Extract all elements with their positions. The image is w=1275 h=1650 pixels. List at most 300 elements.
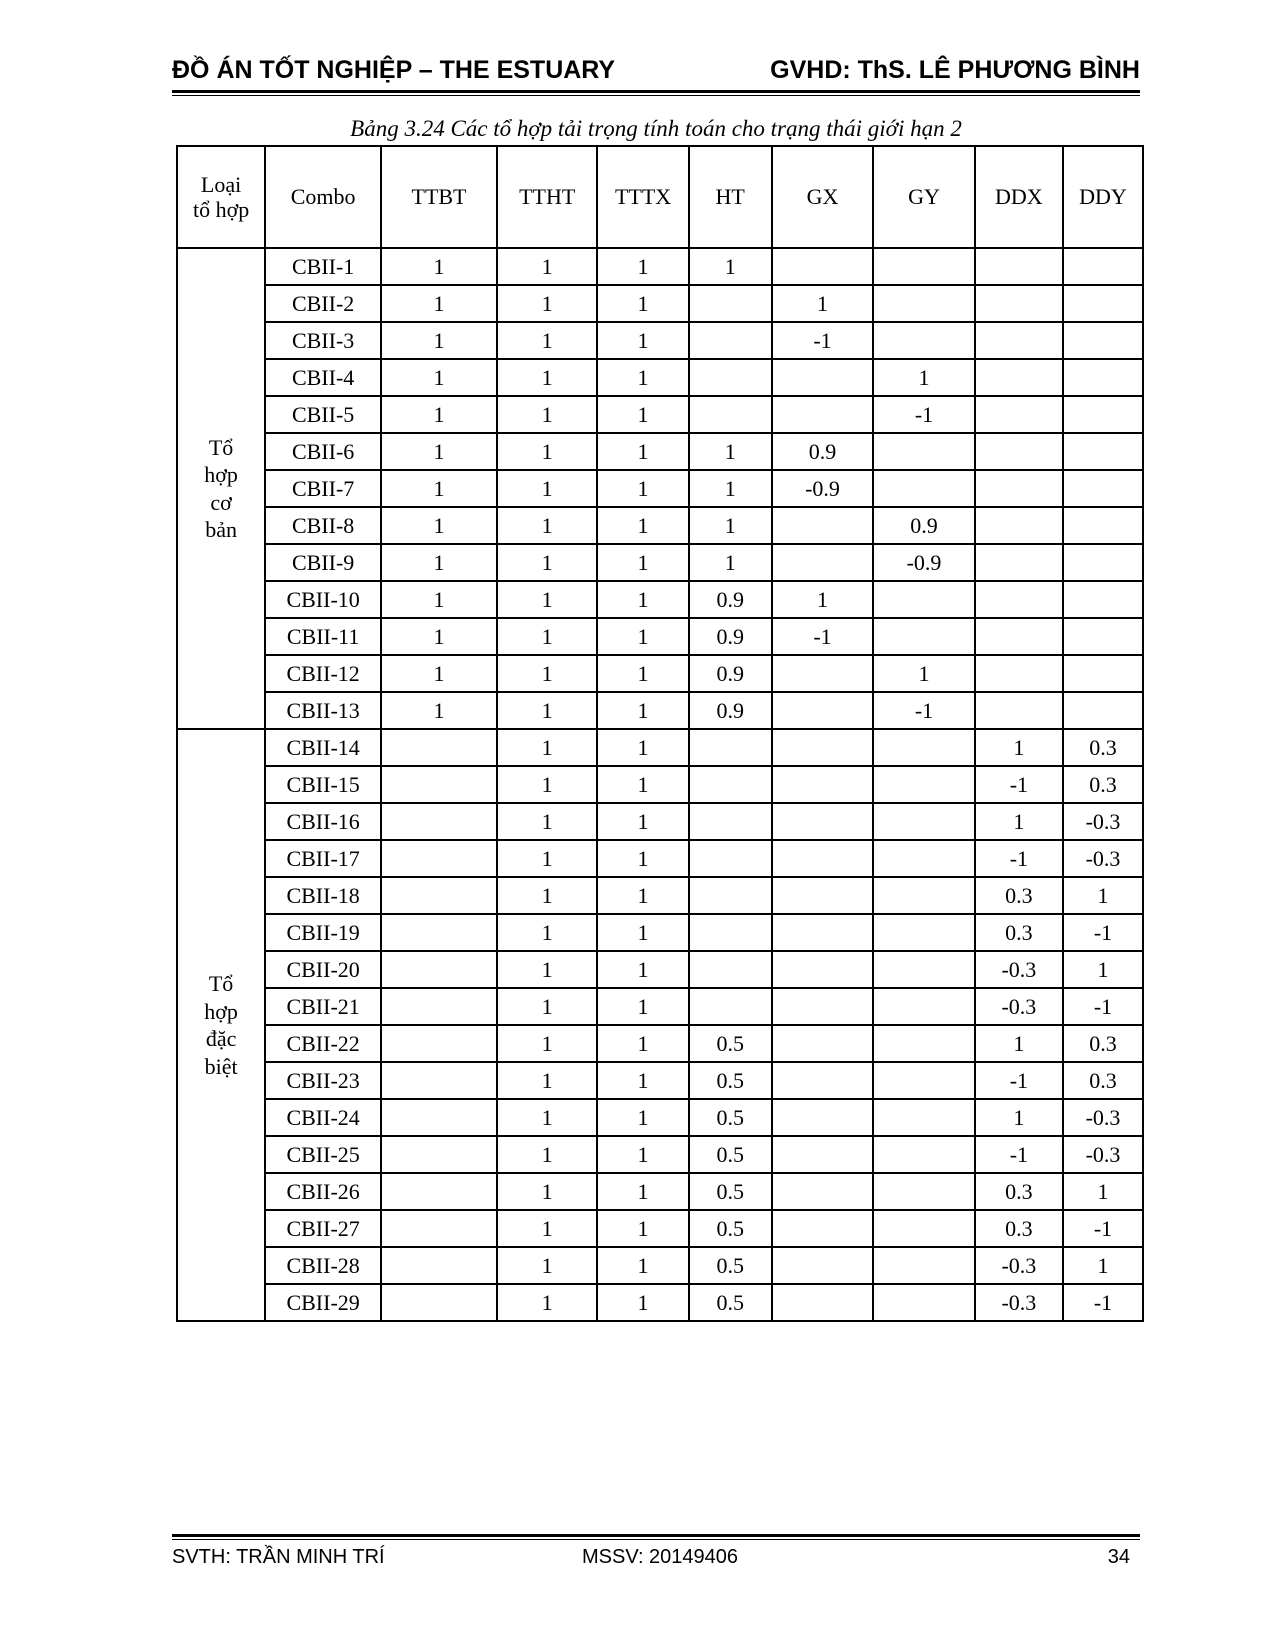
header-advisor: GVHD: ThS. LÊ PHƯƠNG BÌNH <box>770 56 1140 84</box>
cell-ttht: 1 <box>497 1099 597 1136</box>
cell-combo: CBII-17 <box>265 840 381 877</box>
table-row <box>177 729 1143 766</box>
cell-gx <box>772 1025 874 1062</box>
cell-ddy: -0.3 <box>1063 803 1143 840</box>
cell-ddy: -1 <box>1063 914 1143 951</box>
cell-ttht: 1 <box>497 285 597 322</box>
table-row <box>177 322 1143 359</box>
cell-ddy: -0.3 <box>1063 1099 1143 1136</box>
cell-gx: 1 <box>772 285 874 322</box>
cell-gy <box>873 1062 975 1099</box>
cell-gx <box>772 396 874 433</box>
cell-gx <box>772 544 874 581</box>
cell-ttbt: 1 <box>381 433 497 470</box>
cell-gx <box>772 766 874 803</box>
cell-ht: 0.5 <box>689 1062 772 1099</box>
cell-ddy: 0.3 <box>1063 729 1143 766</box>
cell-ttbt: 1 <box>381 507 497 544</box>
cell-combo: CBII-2 <box>265 285 381 322</box>
group-label-line: biệt <box>204 1053 238 1079</box>
cell-combo: CBII-13 <box>265 692 381 729</box>
cell-ttht: 1 <box>497 692 597 729</box>
table-row <box>177 914 1143 951</box>
group-label-line: hợp <box>204 462 238 487</box>
table-row <box>177 396 1143 433</box>
cell-tttx: 1 <box>597 1062 688 1099</box>
cell-ht <box>689 322 772 359</box>
table-row <box>177 581 1143 618</box>
table-row <box>177 840 1143 877</box>
table-row <box>177 618 1143 655</box>
table-row <box>177 692 1143 729</box>
cell-ttht: 1 <box>497 914 597 951</box>
cell-gy <box>873 581 975 618</box>
cell-gy: 1 <box>873 655 975 692</box>
cell-ddx: 0.3 <box>975 877 1063 914</box>
cell-ttbt <box>381 1025 497 1062</box>
cell-combo: CBII-3 <box>265 322 381 359</box>
cell-ht <box>689 803 772 840</box>
table-row <box>177 1025 1143 1062</box>
cell-ddx <box>975 655 1063 692</box>
cell-ht <box>689 729 772 766</box>
cell-gy <box>873 1136 975 1173</box>
cell-ddx: 1 <box>975 803 1063 840</box>
cell-ht: 1 <box>689 248 772 285</box>
cell-ddx: -1 <box>975 1062 1063 1099</box>
cell-ht: 0.5 <box>689 1247 772 1284</box>
cell-ht: 0.5 <box>689 1210 772 1247</box>
cell-tttx: 1 <box>597 655 688 692</box>
cell-gx <box>772 248 874 285</box>
footer-rule-thin <box>172 1539 1140 1540</box>
cell-gx: -1 <box>772 322 874 359</box>
cell-ttbt <box>381 988 497 1025</box>
cell-combo: CBII-10 <box>265 581 381 618</box>
table-row <box>177 988 1143 1025</box>
cell-combo: CBII-6 <box>265 433 381 470</box>
cell-tttx: 1 <box>597 544 688 581</box>
cell-tttx: 1 <box>597 285 688 322</box>
cell-combo: CBII-19 <box>265 914 381 951</box>
cell-gx <box>772 1099 874 1136</box>
cell-gy <box>873 951 975 988</box>
page-number: 34 <box>1107 1546 1130 1568</box>
cell-ht: 1 <box>689 507 772 544</box>
table-row <box>177 803 1143 840</box>
header-project-title: ĐỒ ÁN TỐT NGHIỆP – THE ESTUARY <box>172 56 616 84</box>
cell-tttx: 1 <box>597 1210 688 1247</box>
cell-ddy: 0.3 <box>1063 766 1143 803</box>
cell-ttht: 1 <box>497 729 597 766</box>
cell-tttx: 1 <box>597 729 688 766</box>
cell-combo: CBII-21 <box>265 988 381 1025</box>
cell-ddx <box>975 359 1063 396</box>
table-row <box>177 285 1143 322</box>
cell-gy <box>873 248 975 285</box>
cell-tttx: 1 <box>597 248 688 285</box>
table-row <box>177 1247 1143 1284</box>
cell-combo: CBII-29 <box>265 1284 381 1321</box>
cell-ddx <box>975 618 1063 655</box>
cell-gy <box>873 1099 975 1136</box>
cell-gx <box>772 1136 874 1173</box>
cell-tttx: 1 <box>597 507 688 544</box>
cell-ht <box>689 877 772 914</box>
footer-student: SVTH: TRẦN MINH TRÍ <box>172 1546 385 1568</box>
cell-combo: CBII-18 <box>265 877 381 914</box>
cell-ttht: 1 <box>497 951 597 988</box>
cell-ddx: -0.3 <box>975 951 1063 988</box>
table-row <box>177 248 1143 285</box>
header-gy: GY <box>873 146 975 248</box>
cell-ttht: 1 <box>497 248 597 285</box>
header-group-type: Loại tổ hợp <box>177 146 265 248</box>
table-row <box>177 470 1143 507</box>
cell-ttbt <box>381 877 497 914</box>
cell-ttht: 1 <box>497 359 597 396</box>
cell-ddy: -0.3 <box>1063 840 1143 877</box>
header-tttx: TTTX <box>597 146 688 248</box>
cell-ttht: 1 <box>497 1284 597 1321</box>
cell-ddy <box>1063 544 1143 581</box>
cell-combo: CBII-4 <box>265 359 381 396</box>
cell-ttbt: 1 <box>381 692 497 729</box>
cell-ddy: 1 <box>1063 1247 1143 1284</box>
table-row <box>177 1136 1143 1173</box>
cell-combo: CBII-24 <box>265 1099 381 1136</box>
cell-gx <box>772 1062 874 1099</box>
cell-gx: -0.9 <box>772 470 874 507</box>
cell-ddy <box>1063 507 1143 544</box>
table-row <box>177 1210 1143 1247</box>
table-row <box>177 507 1143 544</box>
cell-gy: 1 <box>873 359 975 396</box>
group-label-line: bản <box>205 517 237 542</box>
cell-combo: CBII-23 <box>265 1062 381 1099</box>
cell-ddy: -1 <box>1063 1284 1143 1321</box>
cell-tttx: 1 <box>597 951 688 988</box>
cell-ttbt: 1 <box>381 396 497 433</box>
cell-ddx <box>975 470 1063 507</box>
cell-gx: -1 <box>772 618 874 655</box>
cell-ttht: 1 <box>497 1062 597 1099</box>
cell-ht <box>689 285 772 322</box>
cell-ddx: 1 <box>975 1025 1063 1062</box>
cell-combo: CBII-27 <box>265 1210 381 1247</box>
group-label-cell <box>177 248 265 729</box>
cell-ttbt <box>381 1247 497 1284</box>
header-ttbt: TTBT <box>381 146 497 248</box>
cell-ddx: 0.3 <box>975 1173 1063 1210</box>
cell-tttx: 1 <box>597 914 688 951</box>
cell-ttbt: 1 <box>381 285 497 322</box>
cell-tttx: 1 <box>597 877 688 914</box>
cell-gy <box>873 1025 975 1062</box>
cell-gy <box>873 618 975 655</box>
cell-ddx <box>975 433 1063 470</box>
cell-ddy <box>1063 248 1143 285</box>
table-row <box>177 544 1143 581</box>
cell-ddx: 0.3 <box>975 1210 1063 1247</box>
cell-ddy: 0.3 <box>1063 1062 1143 1099</box>
cell-ttht: 1 <box>497 1025 597 1062</box>
group-label-line: đặc <box>205 1026 237 1051</box>
cell-gx <box>772 507 874 544</box>
cell-ddx: 1 <box>975 1099 1063 1136</box>
table-row <box>177 766 1143 803</box>
cell-tttx: 1 <box>597 692 688 729</box>
cell-ttht: 1 <box>497 840 597 877</box>
cell-combo: CBII-9 <box>265 544 381 581</box>
cell-ddy <box>1063 581 1143 618</box>
cell-ttht: 1 <box>497 618 597 655</box>
cell-gy: -1 <box>873 396 975 433</box>
cell-ht <box>689 766 772 803</box>
cell-ttbt: 1 <box>381 655 497 692</box>
cell-ddx <box>975 396 1063 433</box>
cell-ht: 0.5 <box>689 1136 772 1173</box>
cell-ddy: 1 <box>1063 1173 1143 1210</box>
table-row <box>177 1099 1143 1136</box>
load-combination-table <box>176 145 1144 1322</box>
cell-ddx: 1 <box>975 729 1063 766</box>
cell-gx <box>772 988 874 1025</box>
cell-gx: 0.9 <box>772 433 874 470</box>
table-row <box>177 1284 1143 1321</box>
cell-gy <box>873 1284 975 1321</box>
cell-ddx: -0.3 <box>975 1247 1063 1284</box>
cell-ttht: 1 <box>497 766 597 803</box>
cell-tttx: 1 <box>597 988 688 1025</box>
cell-combo: CBII-1 <box>265 248 381 285</box>
cell-tttx: 1 <box>597 1136 688 1173</box>
cell-gy: 0.9 <box>873 507 975 544</box>
cell-ttbt <box>381 1062 497 1099</box>
cell-gy <box>873 1173 975 1210</box>
cell-ddx <box>975 692 1063 729</box>
cell-ht: 0.5 <box>689 1025 772 1062</box>
cell-ttht: 1 <box>497 1210 597 1247</box>
cell-ddx <box>975 507 1063 544</box>
cell-ddx: -1 <box>975 766 1063 803</box>
cell-gx <box>772 951 874 988</box>
cell-ddy <box>1063 322 1143 359</box>
cell-ttbt: 1 <box>381 618 497 655</box>
cell-ddy: 0.3 <box>1063 1025 1143 1062</box>
cell-ttbt <box>381 1136 497 1173</box>
cell-ttht: 1 <box>497 507 597 544</box>
cell-gx <box>772 1210 874 1247</box>
cell-gy <box>873 803 975 840</box>
cell-gy <box>873 877 975 914</box>
cell-gy <box>873 285 975 322</box>
cell-ttbt: 1 <box>381 581 497 618</box>
cell-tttx: 1 <box>597 618 688 655</box>
cell-gx <box>772 914 874 951</box>
cell-gx <box>772 1247 874 1284</box>
footer-student-id: MSSV: 20149406 <box>582 1546 739 1568</box>
table-caption: Bảng 3.24 Các tổ hợp tải trọng tính toán cho trạng thái giới hạn 2 <box>350 116 962 141</box>
cell-combo: CBII-7 <box>265 470 381 507</box>
cell-ddx: 0.3 <box>975 914 1063 951</box>
cell-gy <box>873 840 975 877</box>
cell-ht <box>689 951 772 988</box>
group-label-line: Tổ <box>208 434 234 460</box>
cell-gy <box>873 322 975 359</box>
cell-gy <box>873 766 975 803</box>
page-footer <box>172 1546 1140 1576</box>
cell-ttbt: 1 <box>381 544 497 581</box>
cell-ttht: 1 <box>497 1136 597 1173</box>
table-row <box>177 655 1143 692</box>
table-body <box>177 248 1143 1321</box>
cell-gy: -0.9 <box>873 544 975 581</box>
cell-ddx: -0.3 <box>975 1284 1063 1321</box>
cell-ddy: -1 <box>1063 1210 1143 1247</box>
cell-combo: CBII-16 <box>265 803 381 840</box>
cell-tttx: 1 <box>597 470 688 507</box>
cell-combo: CBII-22 <box>265 1025 381 1062</box>
cell-ddy <box>1063 692 1143 729</box>
cell-gy <box>873 470 975 507</box>
cell-gy <box>873 1210 975 1247</box>
cell-ddy <box>1063 359 1143 396</box>
header-rule-thin <box>172 95 1140 96</box>
cell-gy <box>873 433 975 470</box>
cell-ht: 1 <box>689 544 772 581</box>
cell-ttht: 1 <box>497 1173 597 1210</box>
cell-ttbt <box>381 840 497 877</box>
cell-ttht: 1 <box>497 803 597 840</box>
table-row <box>177 359 1143 396</box>
cell-combo: CBII-8 <box>265 507 381 544</box>
cell-ttbt <box>381 803 497 840</box>
cell-gx <box>772 1284 874 1321</box>
group-label-line: Tổ <box>208 971 234 996</box>
cell-gx <box>772 840 874 877</box>
cell-ht <box>689 359 772 396</box>
cell-ttbt: 1 <box>381 248 497 285</box>
cell-ttbt <box>381 1173 497 1210</box>
page-header <box>172 56 1140 85</box>
cell-combo: CBII-20 <box>265 951 381 988</box>
cell-combo: CBII-14 <box>265 729 381 766</box>
cell-ddy <box>1063 433 1143 470</box>
cell-ht: 0.5 <box>689 1173 772 1210</box>
cell-ddy: 1 <box>1063 877 1143 914</box>
cell-gx <box>772 877 874 914</box>
cell-ttht: 1 <box>497 322 597 359</box>
group-label-cell <box>177 729 265 1321</box>
cell-ddx <box>975 285 1063 322</box>
cell-ht: 0.9 <box>689 655 772 692</box>
cell-gy <box>873 988 975 1025</box>
cell-ht: 0.9 <box>689 618 772 655</box>
cell-ht: 0.5 <box>689 1284 772 1321</box>
cell-ttht: 1 <box>497 581 597 618</box>
cell-ddy: 1 <box>1063 951 1143 988</box>
cell-ddy <box>1063 655 1143 692</box>
cell-ttbt <box>381 914 497 951</box>
cell-tttx: 1 <box>597 433 688 470</box>
cell-ddx <box>975 581 1063 618</box>
cell-ddy <box>1063 396 1143 433</box>
cell-combo: CBII-25 <box>265 1136 381 1173</box>
cell-tttx: 1 <box>597 1099 688 1136</box>
cell-gx <box>772 692 874 729</box>
header-ttht: TTHT <box>497 146 597 248</box>
footer-rule-thick <box>172 1534 1140 1537</box>
cell-ht <box>689 988 772 1025</box>
cell-ddy <box>1063 618 1143 655</box>
header-ht: HT <box>689 146 772 248</box>
table-row <box>177 951 1143 988</box>
cell-ddx: -1 <box>975 840 1063 877</box>
cell-combo: CBII-11 <box>265 618 381 655</box>
cell-gy <box>873 729 975 766</box>
cell-ddx <box>975 248 1063 285</box>
cell-ttbt <box>381 1210 497 1247</box>
cell-ddy <box>1063 470 1143 507</box>
cell-gx: 1 <box>772 581 874 618</box>
cell-ttht: 1 <box>497 988 597 1025</box>
cell-ddy <box>1063 285 1143 322</box>
cell-ttbt: 1 <box>381 470 497 507</box>
cell-ttbt <box>381 729 497 766</box>
table-row <box>177 877 1143 914</box>
cell-ttht: 1 <box>497 396 597 433</box>
cell-gy <box>873 914 975 951</box>
group-label-line: hợp <box>204 998 238 1024</box>
cell-tttx: 1 <box>597 803 688 840</box>
table-row <box>177 1062 1143 1099</box>
cell-tttx: 1 <box>597 1247 688 1284</box>
cell-tttx: 1 <box>597 1173 688 1210</box>
header-rule-thick <box>172 90 1140 93</box>
cell-gx <box>772 729 874 766</box>
cell-ddx <box>975 544 1063 581</box>
cell-tttx: 1 <box>597 840 688 877</box>
cell-ttbt: 1 <box>381 322 497 359</box>
cell-ht: 1 <box>689 470 772 507</box>
cell-ttbt <box>381 766 497 803</box>
table-row <box>177 433 1143 470</box>
table-row <box>177 1173 1143 1210</box>
cell-combo: CBII-12 <box>265 655 381 692</box>
cell-ht <box>689 396 772 433</box>
cell-tttx: 1 <box>597 396 688 433</box>
cell-combo: CBII-28 <box>265 1247 381 1284</box>
cell-ttht: 1 <box>497 877 597 914</box>
cell-ht <box>689 914 772 951</box>
cell-tttx: 1 <box>597 1025 688 1062</box>
cell-ttht: 1 <box>497 433 597 470</box>
cell-ttht: 1 <box>497 544 597 581</box>
cell-ht: 0.5 <box>689 1099 772 1136</box>
cell-ddy: -1 <box>1063 988 1143 1025</box>
cell-ttbt <box>381 1099 497 1136</box>
cell-ht <box>689 840 772 877</box>
cell-ht: 1 <box>689 433 772 470</box>
cell-gx <box>772 803 874 840</box>
cell-gx <box>772 655 874 692</box>
cell-ddx: -1 <box>975 1136 1063 1173</box>
cell-ttbt: 1 <box>381 359 497 396</box>
cell-gx <box>772 359 874 396</box>
cell-ddx <box>975 322 1063 359</box>
cell-tttx: 1 <box>597 766 688 803</box>
